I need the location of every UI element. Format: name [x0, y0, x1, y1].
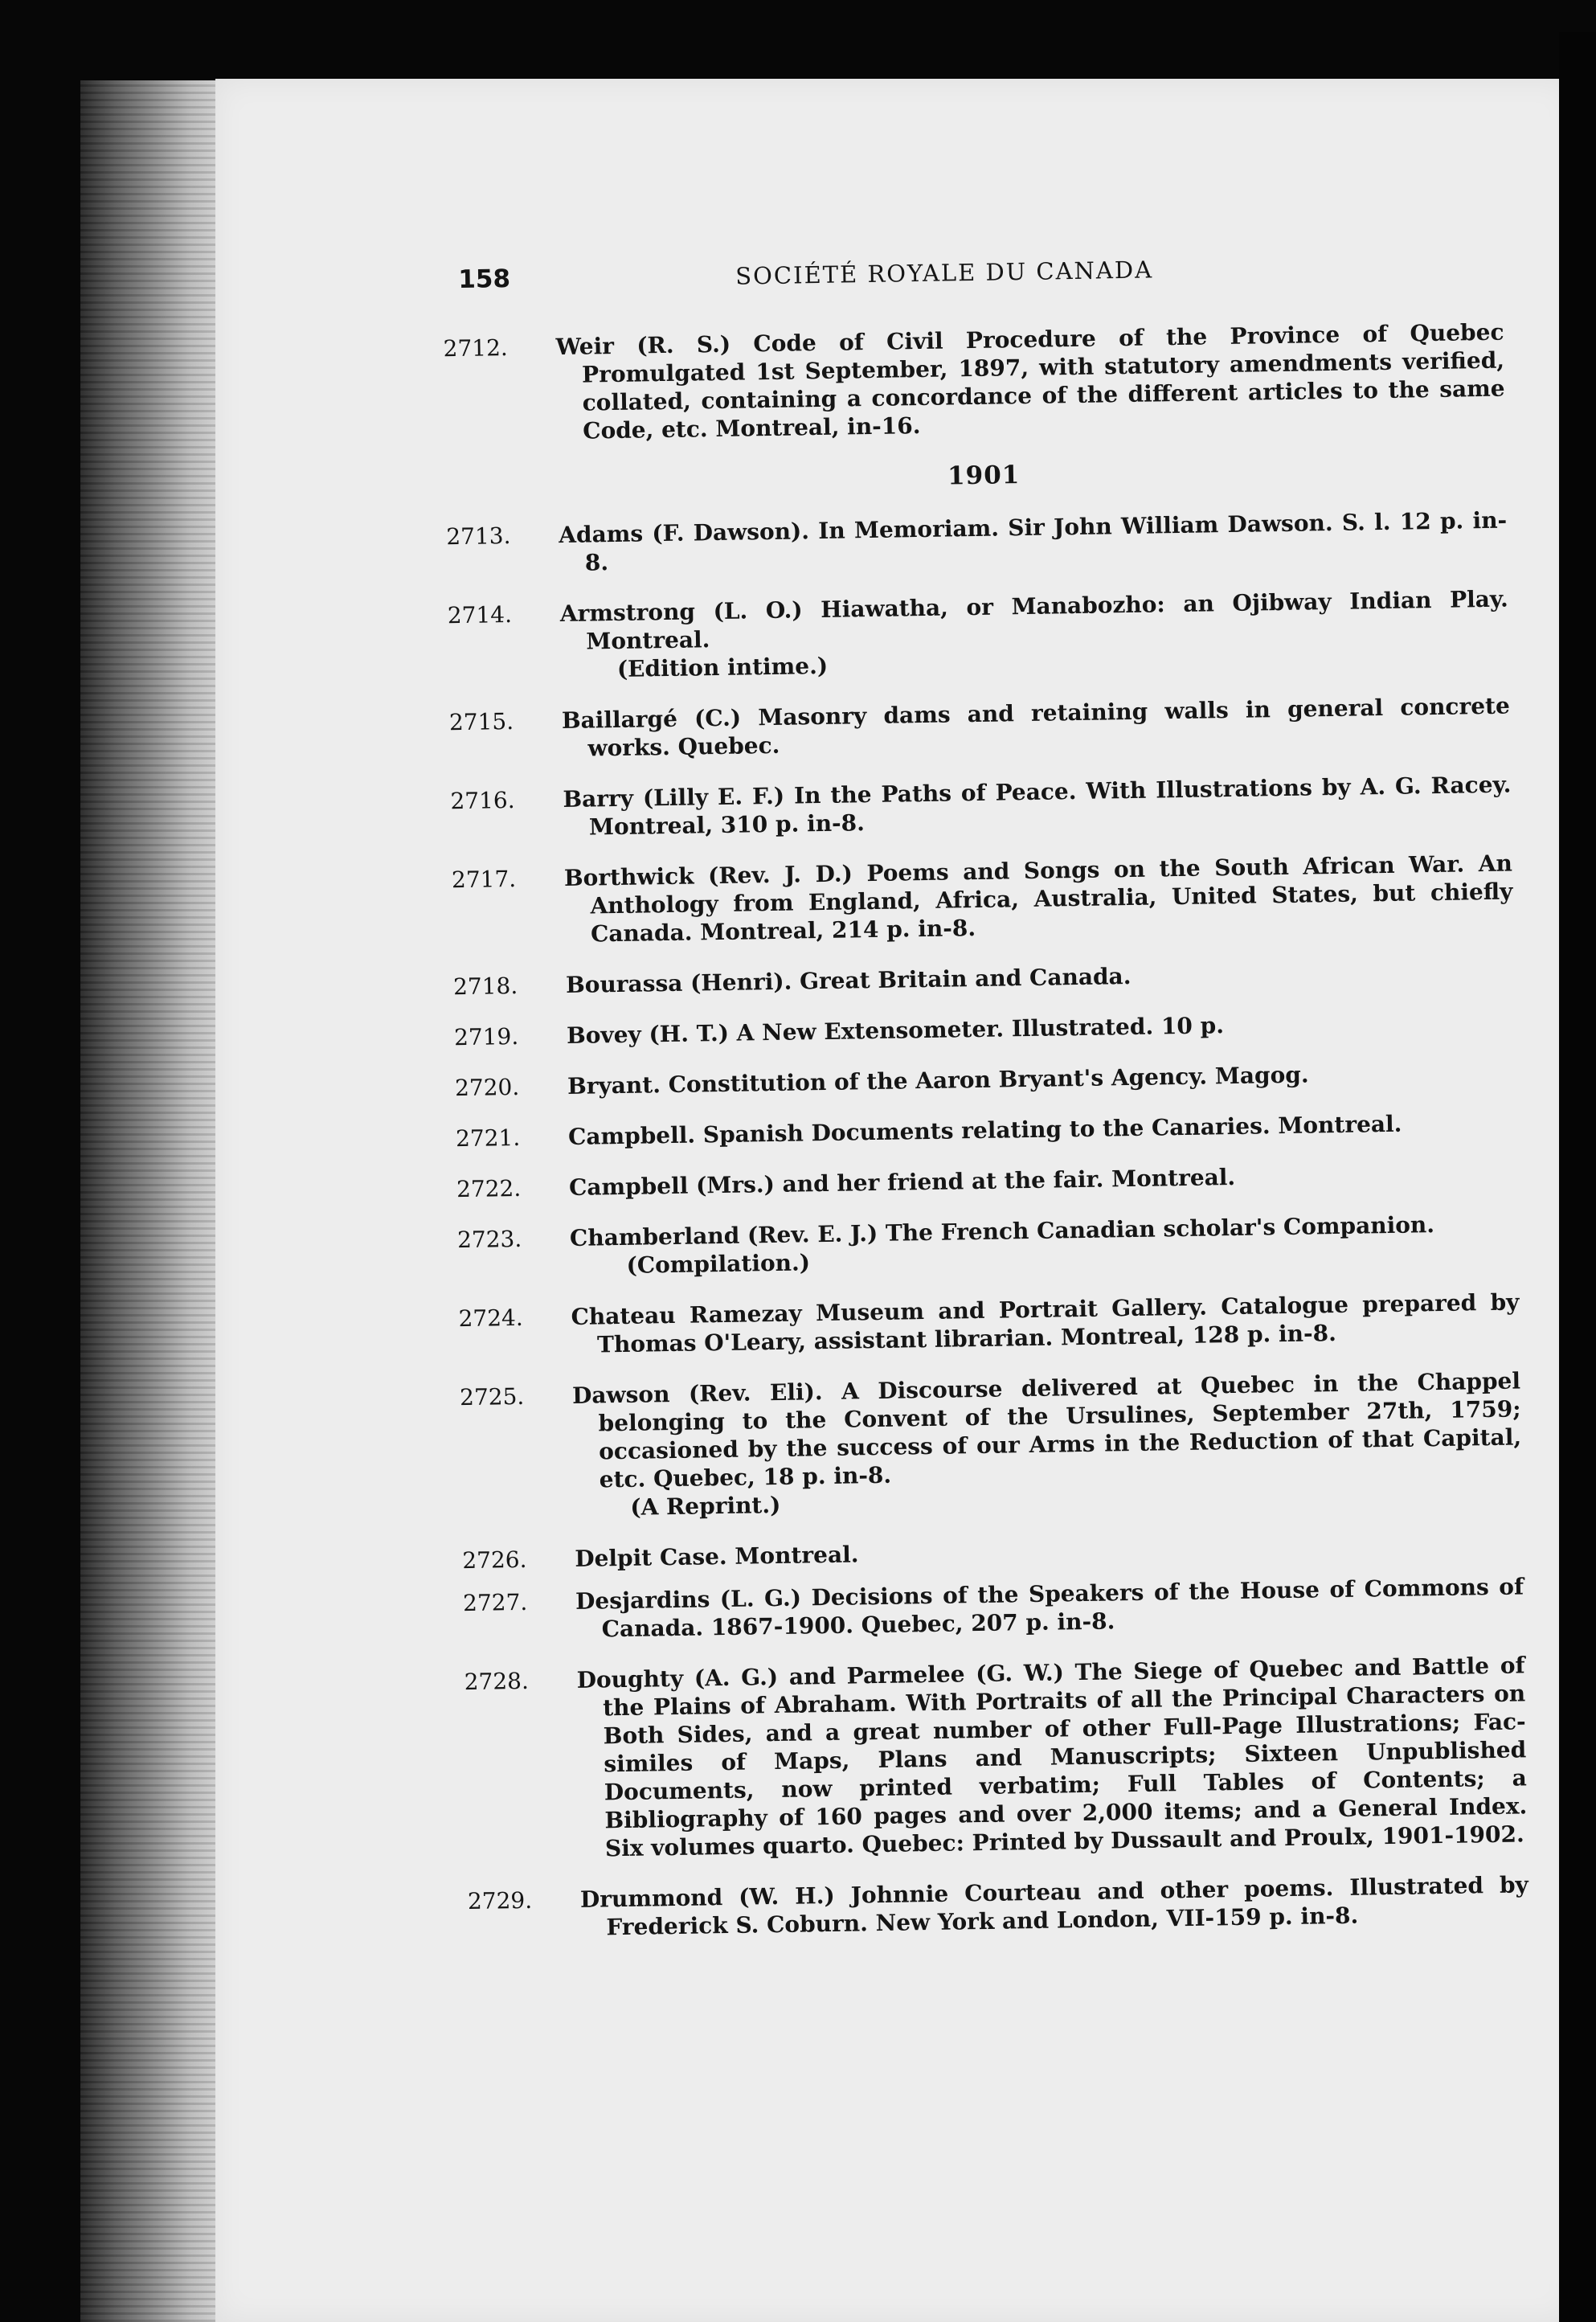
entry-note: (Compilation.) — [626, 1249, 811, 1279]
entry-number: 2715. — [448, 707, 514, 736]
bibliography-entry — [464, 1651, 1528, 1864]
entry-text: Baillargé (C.) Masonry dams and retaining walls in general concrete works. Quebec. — [561, 692, 1511, 762]
page-number: 158 — [458, 264, 511, 294]
entry-text: Barry (Lilly E. F.) In the Paths of Peace. With Illustrations by A. G. Racey. Montreal, 310 p. in-8. — [563, 771, 1512, 841]
entry-number: 2714. — [447, 601, 513, 629]
journal-title: SOCIÉTÉ ROYALE DU CANADA — [735, 256, 1154, 290]
bibliography-entry — [462, 1530, 1523, 1575]
bibliography-entry — [453, 1006, 1515, 1051]
entry-text: Adams (F. Dawson). In Memoriam. Sir John William Dawson. S. l. 12 p. in-8. — [559, 506, 1508, 576]
entry-number: 2726. — [462, 1546, 527, 1575]
bibliography-entry — [451, 849, 1513, 949]
entry-text: Armstrong (L. O.) Hiawatha, or Manabozho: an Ojibway Indian Play. Montreal. — [559, 585, 1508, 655]
entry-text: Desjardins (L. G.) Decisions of the Speakers of the House of Commons of Canada. 1867-1900. Quebec, 207 p. in-8. — [575, 1573, 1524, 1643]
entry-text: Campbell. Spanish Documents relating to the Canaries. Montreal. — [567, 1110, 1402, 1150]
bibliography-entry — [452, 956, 1514, 1001]
entry-number: 2720. — [454, 1073, 520, 1102]
year-heading: 1901 — [947, 461, 1021, 491]
entry-text: Dawson (Rev. Eli). A Discourse delivered at Quebec in the Chappel belonging to the Convent of the Ursulines, September 27th, 1759; occasioned by the success of our Arms in the Reduction of that Capital, etc. Quebec, 18 p. in-8. — [571, 1367, 1522, 1493]
page-right-edge — [1559, 32, 1596, 2322]
entry-text: Delpit Case. Montreal. — [575, 1541, 859, 1572]
entry-number: 2718. — [452, 972, 518, 1001]
bibliography-entry — [459, 1366, 1523, 1523]
bibliography-entry — [454, 1057, 1516, 1102]
entry-number: 2722. — [456, 1174, 522, 1203]
bibliography-entry — [458, 1288, 1520, 1360]
entry-number: 2719. — [453, 1022, 519, 1051]
entry-number: 2721. — [455, 1124, 521, 1153]
bibliography-entry — [456, 1209, 1519, 1281]
bibliography-entry — [447, 585, 1509, 686]
entry-text: Weir (R. S.) Code of Civil Procedure of the Province of Quebec Promulgated 1st September, 1897, with statutory amendments verified, collated, containing a concordance of the different articles to the same Code, etc. Montreal, in-16. — [555, 318, 1505, 444]
entry-number: 2725. — [459, 1382, 525, 1411]
entry-text: Bovey (H. T.) A New Extensometer. Illustrated. 10 p. — [566, 1012, 1225, 1049]
entry-number: 2727. — [462, 1588, 528, 1617]
binding-gutter-texture — [80, 80, 217, 2322]
entry-text: Drummond (W. H.) Johnnie Courteau and other poems. Illustrated by Frederick S. Coburn. New York and London, VII-159 p. in-8. — [579, 1871, 1529, 1941]
page-content — [443, 249, 1529, 1966]
entry-text: Chamberland (Rev. E. J.) The French Canadian scholar's Companion. — [569, 1211, 1435, 1251]
entry-text: Doughty (A. G.) and Parmelee (G. W.) The Siege of Quebec and Battle of the Plains of Abraham. With Portraits of all the Principal Characters on Both Sides, and a great number of other Full-Page Illustrations; Fac-similes of Maps, Plans and Manuscripts; Sixteen Unpublished Documents, now printed verbatim; Full Tables of Contents; a Bibliography of 160 pages and over 2,000 items; and a General Index. Six volumes quarto. Quebec: Printed by Dussault and Proulx, 1901-1902. — [576, 1652, 1528, 1862]
entry-text: Chateau Ramezay Museum and Portrait Gallery. Catalogue prepared by Thomas O'Leary, assistant librarian. Montreal, 128 p. in-8. — [571, 1288, 1520, 1358]
bibliography-entry — [450, 771, 1512, 843]
entry-note: (Edition intime.) — [616, 652, 829, 682]
entry-number: 2712. — [443, 334, 509, 362]
bibliography-entry — [443, 318, 1505, 447]
entry-number: 2728. — [464, 1667, 530, 1696]
entry-text: Campbell (Mrs.) and her friend at the fair. Montreal. — [568, 1163, 1236, 1201]
entry-number: 2716. — [450, 786, 515, 815]
entry-text: Bourassa (Henri). Great Britain and Canada. — [565, 962, 1132, 999]
entry-number: 2724. — [458, 1304, 524, 1333]
bibliography-entry — [448, 692, 1511, 764]
bibliography-entry — [455, 1108, 1516, 1153]
entry-number: 2723. — [456, 1225, 522, 1254]
entry-list — [443, 318, 1529, 1943]
entry-text: Borthwick (Rev. J. D.) Poems and Songs on the South African War. An Anthology from England, Africa, Australia, United States, but chiefly Canada. Montreal, 214 p. in-8. — [563, 850, 1513, 948]
entry-text: Bryant. Constitution of the Aaron Bryant's Agency. Magog. — [567, 1061, 1309, 1100]
bibliography-entry — [462, 1572, 1524, 1644]
entry-number: 2729. — [467, 1886, 533, 1915]
bibliography-entry — [446, 506, 1508, 579]
bibliography-entry — [456, 1158, 1517, 1203]
bibliography-entry — [467, 1870, 1529, 1943]
entry-number: 2713. — [446, 522, 511, 551]
entry-note: (A Reprint.) — [630, 1491, 781, 1521]
entry-number: 2717. — [451, 865, 517, 894]
